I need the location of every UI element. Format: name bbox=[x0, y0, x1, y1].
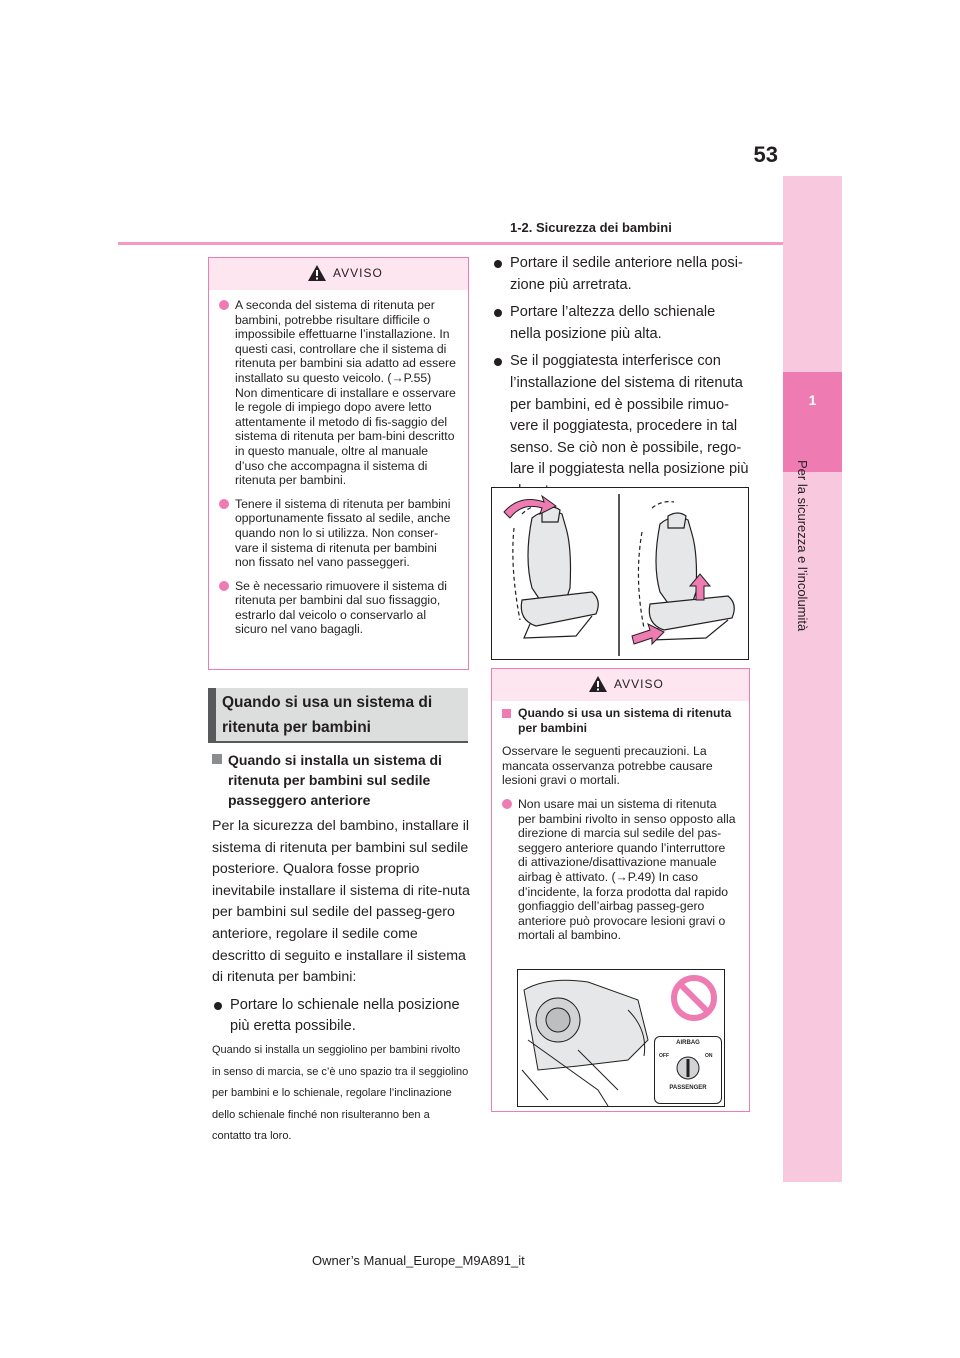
right-column bbox=[492, 253, 750, 503]
airbag-switch-panel bbox=[654, 1036, 722, 1104]
warning-subheading: Quando si usa un sistema di ritenuta per bambini bbox=[502, 706, 737, 735]
bullet-icon bbox=[219, 581, 229, 591]
square-bullet-icon bbox=[212, 754, 222, 764]
warning-box-2 bbox=[491, 668, 750, 1112]
section-heading-bar bbox=[208, 688, 216, 742]
chapter-tab bbox=[783, 176, 842, 1182]
airbag-warning-figure bbox=[517, 969, 725, 1107]
bullet-icon bbox=[494, 358, 502, 366]
warning-intro: Osservare le seguenti precauzioni. La mancata osservanza potrebbe causare lesioni gravi o mortali. bbox=[502, 744, 713, 788]
page-number: 53 bbox=[753, 142, 778, 167]
off-label: OFF bbox=[659, 1053, 669, 1059]
warning-title: AVVISO bbox=[614, 677, 664, 691]
bullet-icon bbox=[494, 260, 502, 268]
warning-item: Se è necessario rimuovere il sistema di ritenuta per bambini dal suo fissaggio, estrarlo dal veicolo o conservarlo al sicuro nel vano bagagli. bbox=[219, 579, 456, 637]
bullet-icon bbox=[502, 799, 512, 809]
warning-icon bbox=[307, 264, 327, 282]
warning-box-1 bbox=[208, 257, 469, 670]
bullet-item: Portare l’altezza dello schienale nella posizione più alta. bbox=[492, 302, 750, 345]
section-heading-rule bbox=[208, 741, 468, 743]
chapter-title-text: Per la sicurezza e l’incolumità bbox=[795, 460, 810, 632]
bullet-icon bbox=[214, 1002, 222, 1010]
seat-illustration bbox=[492, 488, 748, 659]
header-rule bbox=[118, 242, 783, 245]
prohibited-icon bbox=[670, 974, 718, 1022]
footer: Owner’s Manual_Europe_M9A891_it bbox=[312, 1253, 525, 1268]
bullet-icon bbox=[219, 499, 229, 509]
key-switch-icon bbox=[675, 1055, 701, 1081]
warning-header bbox=[209, 258, 468, 290]
on-label: ON bbox=[705, 1053, 713, 1059]
airbag-label: AIRBAG bbox=[676, 1040, 700, 1046]
passenger-label: PASSENGER bbox=[669, 1085, 707, 1091]
left-column bbox=[212, 750, 470, 1148]
section-heading: Quando si usa un sistema di ritenuta per bambini bbox=[222, 694, 433, 736]
note-text: Quando si installa un seggiolino per bambini rivolto in senso di marcia, se c’è uno spazio tra il seggiolino per bambini e lo schienale, regolare l’inclinazione dello schienale finché non risulteranno ben a contatto tra loro. bbox=[212, 1043, 469, 1143]
bullet-item: Portare lo schienale nella posizione più eretta possibile. bbox=[212, 995, 470, 1038]
warning-title: AVVISO bbox=[333, 266, 383, 280]
seat-adjustment-figure bbox=[491, 487, 749, 660]
warning-item: Tenere il sistema di ritenuta per bambini opportunamente fissato al sedile, anche quando non lo si utilizza. Non conser-vare il sistema di ritenuta per bambini non fissato nel vano passeggeri. bbox=[219, 497, 456, 570]
body-paragraph: Per la sicurezza del bambino, installare il sistema di ritenuta per bambini sul sedile posteriore. Qualora fosse proprio inevitabile installare il sistema di rite-nuta per bambini sul sedile del passeg-gero anteriore, regolare il sedile come descritto di seguito e installare il sistema di ritenuta per bambini: bbox=[212, 818, 470, 986]
warning-header bbox=[492, 669, 749, 701]
subheading: Quando si installa un sistema di ritenuta per bambini sul sedile passeggero anteriore bbox=[212, 750, 470, 810]
bullet-icon bbox=[219, 300, 229, 310]
square-bullet-icon bbox=[502, 709, 511, 718]
warning-item: A seconda del sistema di ritenuta per bambini, potrebbe risultare difficile o impossibile effettuarne l’installazione. In questi casi, controllare che il sistema di ritenuta per bambini sia adatto ad essere installato su questo veicolo. (→P.55) Non dimenticare di installare e osservare le regole di impiego dopo avere letto attentamente il metodo di fis-saggio del sistema di ritenuta per bam-bini descritto in questo manuale, oltre al manuale d’uso che accompagna il sistema di ritenuta per bambini. bbox=[219, 298, 456, 488]
warning-item: Non usare mai un sistema di ritenuta per bambini rivolto in senso opposto alla direzione di marcia sul sedile del pas-seggero anteriore quando l’interruttore di attivazione/disattivazione manuale airbag è attivato. (→P.49) In caso d’incidente, la forza prodotta dal rapido gonfiaggio dell’airbag passeg-gero anteriore può provocare lesioni gravi o mortali al bambino. bbox=[502, 797, 737, 943]
bullet-item: Portare il sedile anteriore nella posi-zione più arretrata. bbox=[492, 253, 750, 296]
chapter-number-box bbox=[783, 372, 842, 472]
section-title: 1-2. Sicurezza dei bambini bbox=[510, 220, 672, 235]
chapter-title bbox=[786, 460, 810, 660]
warning-icon bbox=[588, 675, 608, 693]
chapter-number: 1 bbox=[808, 392, 817, 408]
bullet-item: Se il poggiatesta interferisce con l’installazione del sistema di ritenuta per bambini, ed è possibile rimuo-vere il poggiatesta, procedere in tal senso. Se ciò non è possibile, rego-lare il poggiatesta nella posizione più bbox=[492, 351, 750, 502]
bullet-icon bbox=[494, 309, 502, 317]
